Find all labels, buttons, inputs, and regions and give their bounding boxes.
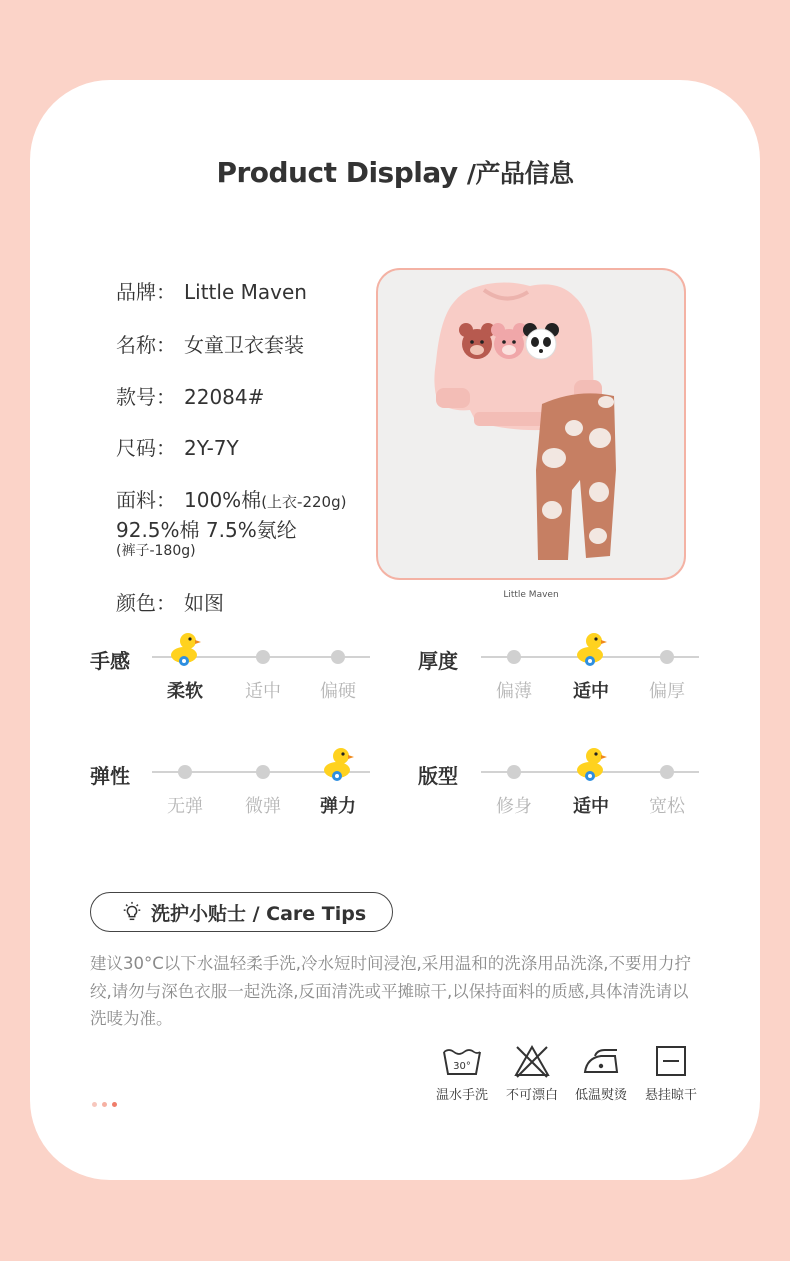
spec-fabric-bottom: 92.5%棉 7.5%氨纶 <box>116 518 297 542</box>
rating-option: 偏厚 <box>649 681 685 702</box>
rating-marker <box>331 650 345 664</box>
rating-marker <box>178 765 192 779</box>
rating-marker <box>660 650 674 664</box>
rating-marker <box>256 765 270 779</box>
spec-fabric-bottom-note: (裤子-180g) <box>116 543 196 559</box>
rating-marker <box>507 765 521 779</box>
rating-option: 适中 <box>573 796 609 817</box>
rating-label-feel: 手感 <box>90 649 130 673</box>
rating-option: 无弹 <box>167 796 203 817</box>
care-tips-pill <box>90 892 393 932</box>
rating-label-thickness: 厚度 <box>418 649 458 673</box>
low-iron-icon <box>581 1044 621 1078</box>
spec-style-no-value: 22084# <box>184 385 265 409</box>
spec-fabric-top-note: (上衣-220g) <box>261 493 347 511</box>
spec-brand <box>116 276 307 305</box>
rating-marker <box>507 650 521 664</box>
rating-label-elasticity: 弹性 <box>90 764 130 788</box>
title-en: Product Display <box>216 156 458 189</box>
page-title <box>0 154 790 190</box>
rating-option: 偏薄 <box>496 681 532 702</box>
spec-fabric-label: 面料： <box>116 488 176 512</box>
title-zh: 产品信息 <box>475 159 574 188</box>
rating-marker <box>256 650 270 664</box>
duck-marker-icon <box>321 746 355 782</box>
care-symbol-low-iron <box>566 1044 636 1103</box>
spec-size-value: 2Y-7Y <box>184 436 239 460</box>
hand-wash-icon <box>441 1044 483 1078</box>
rating-option: 宽松 <box>649 796 685 817</box>
spec-brand-value: Little Maven <box>184 280 307 304</box>
care-symbol-label: 不可漂白 <box>505 1088 558 1103</box>
spec-name-label: 名称： <box>116 333 176 357</box>
spec-name <box>116 329 304 358</box>
rating-option: 修身 <box>496 796 532 817</box>
care-symbol-no-bleach <box>497 1044 567 1103</box>
page-dot <box>102 1102 107 1107</box>
spec-size <box>116 432 239 461</box>
spec-name-value: 女童卫衣套装 <box>184 333 304 357</box>
lightbulb-icon <box>121 901 143 923</box>
spec-fabric-top: 100%棉 <box>184 488 262 512</box>
spec-size-label: 尺码： <box>116 436 176 460</box>
rating-label-fit: 版型 <box>418 764 458 788</box>
duck-marker-icon <box>574 631 608 667</box>
rating-option: 适中 <box>245 681 281 702</box>
care-symbol-label: 温水手洗 <box>435 1088 488 1103</box>
care-instructions: 建议30°C以下水温轻柔手洗,冷水短时间浸泡,采用温和的洗涤用品洗涤,不要用力拧绞,请勿与深色衣服一起洗涤,反面清洗或平摊晾干,以保持面料的质感,具体清洗请以洗唛为准。 <box>90 954 692 1028</box>
care-symbol-label: 悬挂晾干 <box>644 1088 697 1103</box>
care-symbol-hand-wash <box>427 1044 497 1103</box>
photo-caption: Little Maven <box>503 590 559 600</box>
rating-option: 偏硬 <box>320 681 356 702</box>
care-symbol-label: 低温熨烫 <box>574 1088 627 1103</box>
title-separator: / <box>466 159 476 188</box>
rating-marker <box>660 765 674 779</box>
page-dot <box>112 1102 117 1107</box>
care-symbol-hang-dry <box>636 1044 706 1103</box>
care-tips-label: 洗护小贴士 / Care Tips <box>151 902 367 925</box>
spec-brand-label: 品牌： <box>116 280 176 304</box>
spec-color-label: 颜色： <box>116 591 176 615</box>
no-bleach-icon <box>513 1044 551 1078</box>
spec-color-value: 如图 <box>184 591 224 615</box>
page-dot <box>92 1102 97 1107</box>
spec-fabric <box>116 484 346 513</box>
spec-style-no-label: 款号： <box>116 385 176 409</box>
product-photo <box>376 268 686 580</box>
duck-marker-icon <box>574 746 608 782</box>
page-dots <box>92 1092 122 1111</box>
rating-option: 适中 <box>573 681 609 702</box>
spec-color <box>116 587 224 616</box>
spec-style-no <box>116 381 264 410</box>
outfit-illustration <box>378 270 684 578</box>
rating-option: 微弹 <box>245 796 281 817</box>
duck-marker-icon <box>168 631 202 667</box>
rating-option: 弹力 <box>320 796 356 817</box>
rating-option: 柔软 <box>167 681 203 702</box>
wash-temp-label: 30° <box>453 1061 471 1072</box>
hang-dry-icon <box>654 1044 688 1078</box>
